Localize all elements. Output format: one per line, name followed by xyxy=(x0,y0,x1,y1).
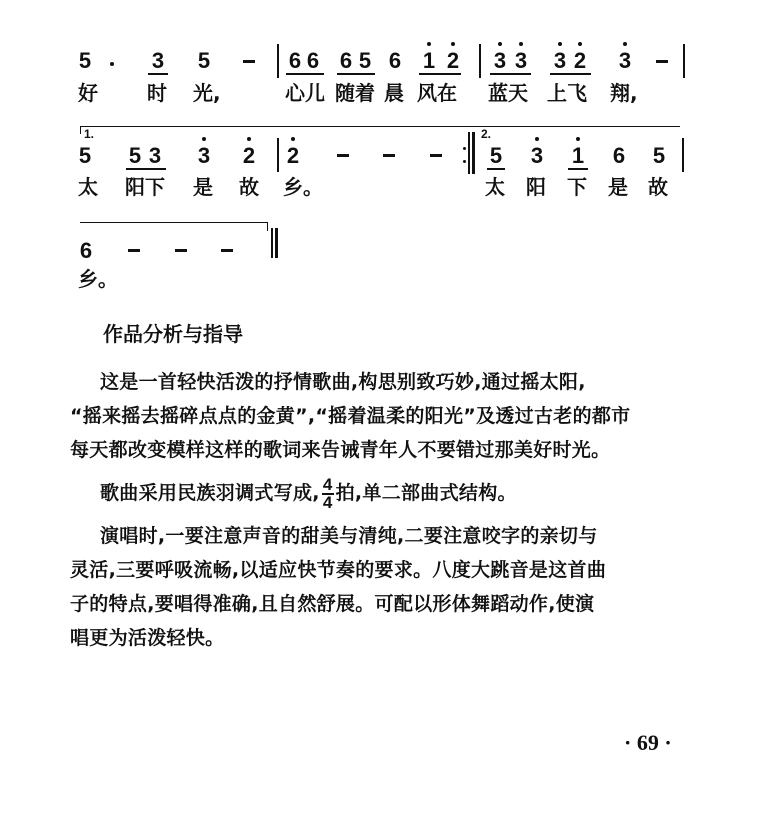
repeat-bar-thick xyxy=(472,132,475,174)
note: 5 xyxy=(652,143,666,168)
note-high: 1 xyxy=(570,145,586,167)
note: 5 xyxy=(78,48,92,73)
underline-beam xyxy=(550,73,591,75)
lyric: 心儿 xyxy=(285,81,325,105)
lyric: 风在 xyxy=(417,81,457,105)
repeat-bar-thin xyxy=(468,132,470,174)
note-low: 5 xyxy=(489,143,503,168)
note: 5 xyxy=(358,48,372,73)
underline-beam xyxy=(126,168,166,170)
note: 6 xyxy=(612,143,626,168)
underline-beam xyxy=(487,168,505,170)
note: 5 xyxy=(197,48,211,73)
text-line: 这是一首轻快活泼的抒情歌曲,构思别致巧妙,通过摇太阳, xyxy=(100,371,586,393)
note-high: 1 xyxy=(421,50,437,72)
volta-2-label: 2. xyxy=(481,127,492,141)
lyric: 太 xyxy=(485,175,505,199)
note: 6 xyxy=(388,48,402,73)
volta-1-label: 1. xyxy=(84,127,95,141)
underline-beam xyxy=(419,73,461,75)
volta-bracket xyxy=(80,126,680,127)
dash xyxy=(430,154,442,157)
lyric: 蓝天 xyxy=(488,81,528,105)
note-high: 3 xyxy=(529,145,545,167)
lyric: 时 xyxy=(147,81,167,105)
note: 3 xyxy=(148,143,162,168)
text-line: 子的特点,要唱得准确,且自然舒展。可配以形体舞蹈动作,使演 xyxy=(70,593,595,615)
bar-line xyxy=(277,138,279,172)
underline-beam xyxy=(337,73,375,75)
repeat-dot xyxy=(463,147,466,150)
time-signature: $\frac{4}{4}$ xyxy=(322,474,333,512)
text-line: 演唱时,一要注意声音的甜美与清纯,二要注意咬字的亲切与 xyxy=(100,525,598,547)
note-high: 3 xyxy=(492,50,508,72)
note-high: 2 xyxy=(572,50,588,72)
lyric: 阳下 xyxy=(125,175,165,199)
lyric: 是 xyxy=(608,175,628,199)
note: 5 xyxy=(78,143,92,168)
dash xyxy=(243,60,255,63)
lyric: 光, xyxy=(193,81,221,105)
bar-line xyxy=(683,44,685,78)
dash xyxy=(383,154,395,157)
lyric: 翔, xyxy=(610,81,638,105)
lyric: 上飞 xyxy=(547,81,587,105)
lyric: 乡。 xyxy=(283,175,323,199)
lyric: 好 xyxy=(78,81,98,105)
note-high: 2 xyxy=(445,50,461,72)
lyric: 随着 xyxy=(335,81,375,105)
note-high: 3 xyxy=(617,50,633,72)
text-line: 每天都改变模样这样的歌词来告诫青年人不要错过那美好时光。 xyxy=(70,439,611,461)
note-high: 3 xyxy=(552,50,568,72)
dash xyxy=(175,249,187,252)
dash xyxy=(656,60,668,63)
lyric: 故 xyxy=(648,175,668,199)
underline-beam xyxy=(568,168,588,170)
repeat-dot xyxy=(463,160,466,163)
lyric: 故 xyxy=(239,175,259,199)
note: 6 xyxy=(339,48,353,73)
note: 5 xyxy=(128,143,142,168)
underline-beam xyxy=(286,73,324,75)
text-line: 唱更为活泼轻快。 xyxy=(70,627,225,649)
volta-bracket-hook xyxy=(80,126,81,134)
note: 6 xyxy=(79,238,93,263)
bar-line xyxy=(479,44,481,78)
note-high: 2 xyxy=(285,145,301,167)
analysis-paragraph-2 xyxy=(100,476,517,511)
underline-beam xyxy=(490,73,531,75)
text-line: 灵活,三要呼吸流畅,以适应快节奏的要求。八度大跳音是这首曲 xyxy=(70,559,607,581)
bar-line xyxy=(682,138,684,172)
lyric: 太 xyxy=(78,175,98,199)
underline-beam xyxy=(148,73,168,75)
page-number: · 69 · xyxy=(624,730,672,755)
dash xyxy=(221,249,233,252)
dash xyxy=(337,154,349,157)
lyric: 是 xyxy=(193,175,213,199)
lyric: 下 xyxy=(567,175,587,199)
lyric: 晨 xyxy=(384,81,404,105)
note: 3 xyxy=(151,48,165,73)
lyric: 乡。 xyxy=(78,267,118,291)
lyric: 阳 xyxy=(526,175,546,199)
volta-bracket xyxy=(80,222,268,223)
final-bar-thin xyxy=(271,228,273,258)
note-high: 3 xyxy=(513,50,529,72)
note: 6 xyxy=(306,48,320,73)
final-bar-thick xyxy=(275,228,278,258)
augmentation-dot xyxy=(110,62,114,66)
note-high: 3 xyxy=(196,145,212,167)
volta-bracket-hook xyxy=(267,222,268,231)
section-heading: 作品分析与指导 xyxy=(103,322,243,346)
note: 6 xyxy=(288,48,302,73)
text: 歌曲采用民族羽调式写成, xyxy=(100,482,320,504)
text: 拍,单二部曲式结构。 xyxy=(335,482,517,504)
dash xyxy=(128,249,140,252)
bar-line xyxy=(277,44,279,78)
note-high: 2 xyxy=(241,145,257,167)
text-line: “摇来摇去摇碎点点的金黄”,“摇着温柔的阳光”及透过古老的都市 xyxy=(70,405,631,427)
